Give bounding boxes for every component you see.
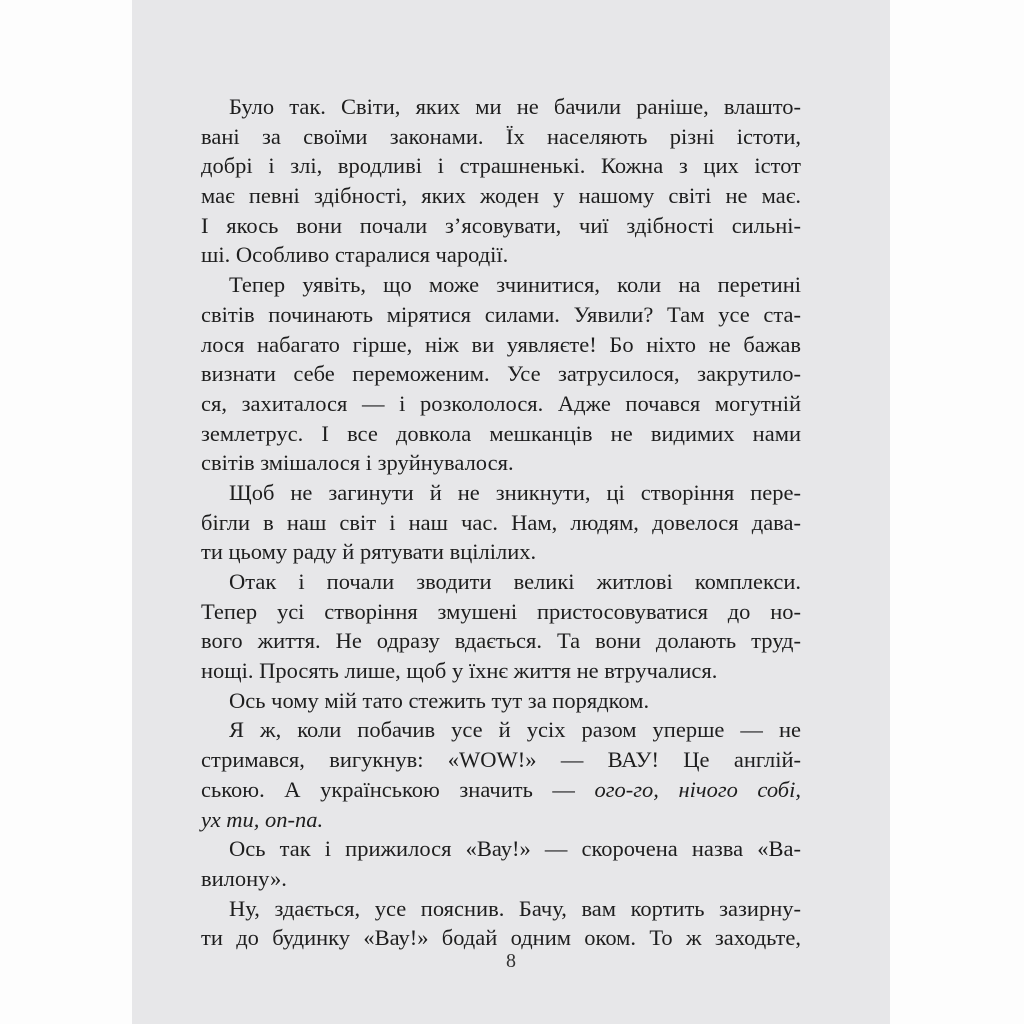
text-line: вилону». xyxy=(201,865,287,891)
paragraph-3 xyxy=(201,478,801,567)
text-line: бігли в наш світ і наш час. Нам, людям, довелося дава- xyxy=(201,509,801,535)
text-line: І якось вони почали з’ясовувати, чиї здібності сильні- xyxy=(201,212,801,238)
text-line xyxy=(201,805,801,835)
paragraph-2 xyxy=(201,270,801,478)
text-line: нощі. Просять лише, щоб у їхнє життя не втручалися. xyxy=(201,658,718,684)
text-segment: ською. А українською значить — xyxy=(201,776,595,802)
italic-text: ого-го, нічого собі, xyxy=(594,776,801,802)
text-line: ти цьому раду й рятувати вцілілих. xyxy=(201,539,537,565)
paragraph-4 xyxy=(201,567,801,686)
text-line: Отак і почали зводити великі житлові комплекси. xyxy=(229,569,801,594)
text-line: Ось так і прижилося «Вау!» — скорочена назва «Ва- xyxy=(229,836,801,862)
text-line: Тепер уявіть, що може зчинитися, коли на перетині xyxy=(229,272,801,298)
text-line: ти до будинку «Вау!» бодай одним оком. То ж заходьте, xyxy=(201,925,801,951)
italic-text: ух ти, оп-па. xyxy=(201,806,324,832)
text-line: Тепер усі створіння змушені пристосовуватися до но- xyxy=(201,598,801,624)
text-line: Було так. Світи, яких ми не бачили раніше, влашто- xyxy=(229,94,801,119)
text-line: землетрус. І все довкола мешканців не видимих нами xyxy=(201,420,801,446)
book-page xyxy=(132,0,890,1024)
text-line: добрі і злі, вродливі і страшненькі. Кожна з цих істот xyxy=(201,153,801,179)
paragraph-5 xyxy=(201,686,801,716)
text-line: світів змішалося і зруйнувалося. xyxy=(201,450,514,476)
text-line: визнати себе переможеним. Усе затрусилося, закрутило- xyxy=(201,361,801,387)
text-line: Ну, здається, усе пояснив. Бачу, вам кортить зазирну- xyxy=(229,895,801,921)
text-line: Щоб не загинути й не зникнути, ці створіння пере- xyxy=(229,479,801,505)
text-line: Я ж, коли побачив усе й усіх разом уперше — не xyxy=(229,717,801,743)
text-line xyxy=(201,775,801,805)
text-line: має певні здібності, яких жоден у нашому світі не має. xyxy=(201,183,801,209)
paragraph-6 xyxy=(201,715,801,834)
text-line: стримався, вигукнув: «WOW!» — ВАУ! Це англій- xyxy=(201,747,801,773)
body-text xyxy=(201,92,801,953)
text-line: лося набагато гірше, ніж ви уявляєте! Бо ніхто не бажав xyxy=(201,331,801,357)
text-line: ся, захиталося — і розкололося. Адже почався могутній xyxy=(201,390,801,416)
text-line: вого життя. Не одразу вдається. Та вони долають труд- xyxy=(201,628,801,654)
paragraph-7 xyxy=(201,834,801,893)
text-line: ші. Особливо старалися чародії. xyxy=(201,242,509,268)
text-line: світів починають мірятися силами. Уявили? Там усе ста- xyxy=(201,301,801,327)
text-line: Ось чому мій тато стежить тут за порядком. xyxy=(229,687,650,713)
paragraph-1 xyxy=(201,92,801,270)
page-number: 8 xyxy=(506,950,516,972)
paragraph-8 xyxy=(201,894,801,953)
text-line: вані за своїми законами. Їх населяють різні істоти, xyxy=(201,123,801,149)
